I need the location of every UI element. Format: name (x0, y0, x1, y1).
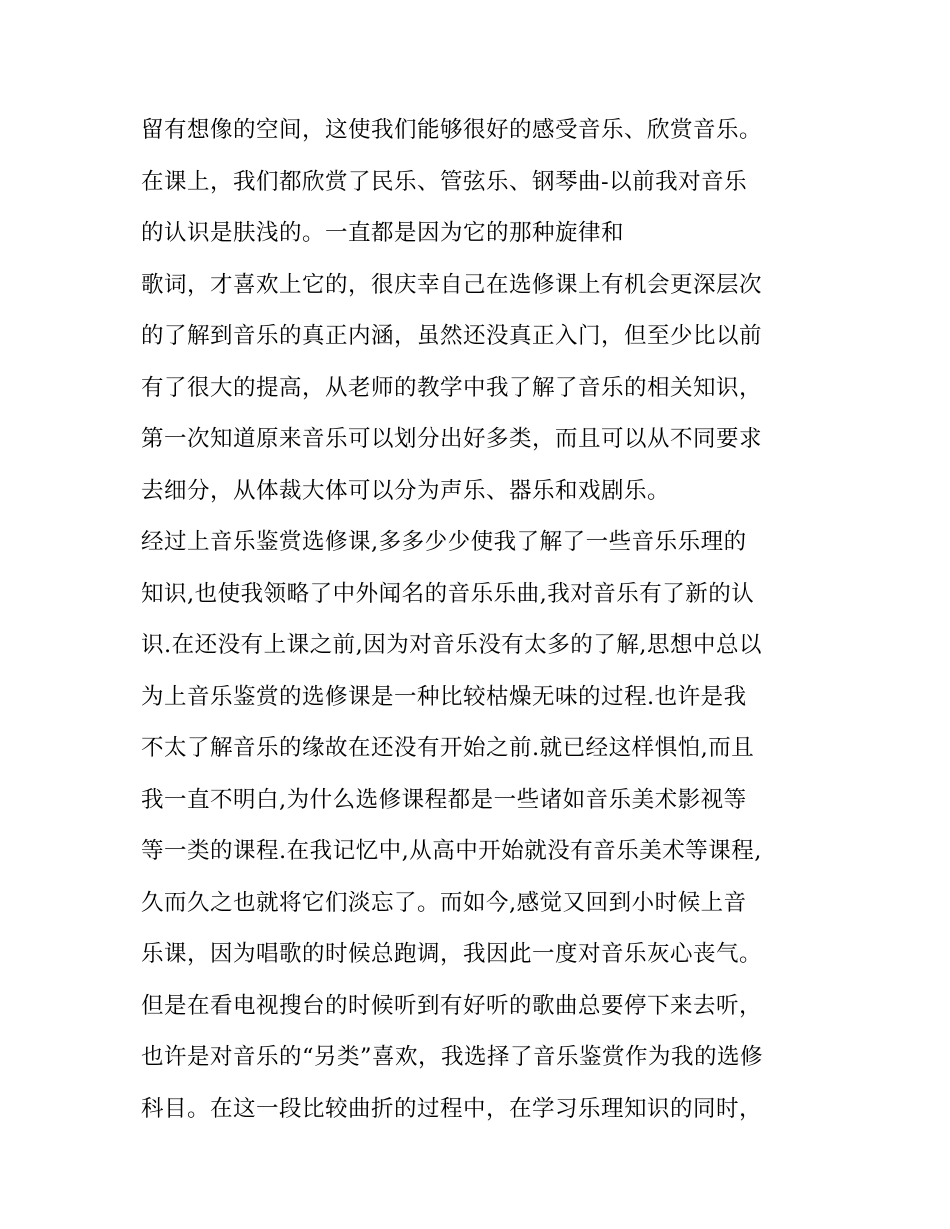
text-line: 久而久之也就将它们淡忘了。而如今,感觉又回到小时候上音 (141, 889, 747, 916)
text-line: 但是在看电视搜台的时候听到有好听的歌曲总要停下来去听， (141, 992, 763, 1019)
text-line: 知识,也使我领略了中外闻名的音乐乐曲,我对音乐有了新的认 (141, 580, 755, 607)
text-line: 等一类的课程.在我记忆中,从高中开始就没有音乐美术等课程, (141, 838, 762, 864)
text-line: 我一直不明白,为什么选修课程都是一些诸如音乐美术影视等 (141, 786, 747, 813)
body-text (141, 105, 841, 1135)
text-line: 有了很大的提高，从老师的教学中我了解了音乐的相关知识， (141, 374, 763, 401)
text-line: 歌词，才喜欢上它的，很庆幸自己在选修课上有机会更深层次 (141, 271, 763, 298)
text-line: 在课上，我们都欣赏了民乐、管弦乐、钢琴曲-以前我对音乐 (141, 168, 748, 195)
text-line: 乐课，因为唱歌的时候总跑调，我因此一度对音乐灰心丧气。 (141, 941, 763, 967)
text-line: 识.在还没有上课之前,因为对音乐没有太多的了解,思想中总以 (141, 632, 762, 658)
text-line: 留有想像的空间，这使我们能够很好的感受音乐、欣赏音乐。 (141, 117, 763, 143)
text-line: 也许是对音乐的“另类”喜欢，我选择了音乐鉴赏作为我的选修 (141, 1044, 764, 1070)
text-line: 第一次知道原来音乐可以划分出好多类，而且可以从不同要求 (141, 426, 763, 452)
text-line: 为上音乐鉴赏的选修课是一种比较枯燥无味的过程.也许是我 (141, 683, 747, 710)
text-line: 科目。在这一段比较曲折的过程中，在学习乐理知识的同时， (141, 1095, 763, 1122)
text-line: 不太了解音乐的缘故在还没有开始之前.就已经这样惧怕,而且 (141, 735, 755, 761)
text-line: 经过上音乐鉴赏选修课,多多少少使我了解了一些音乐乐理的 (141, 529, 747, 555)
text-line: 去细分，从体裁大体可以分为声乐、器乐和戏剧乐。 (141, 477, 671, 504)
text-line: 的了解到音乐的真正内涵，虽然还没真正入门，但至少比以前 (141, 323, 763, 349)
text-line: 的认识是肤浅的。一直都是因为它的那种旋律和 (141, 220, 625, 246)
